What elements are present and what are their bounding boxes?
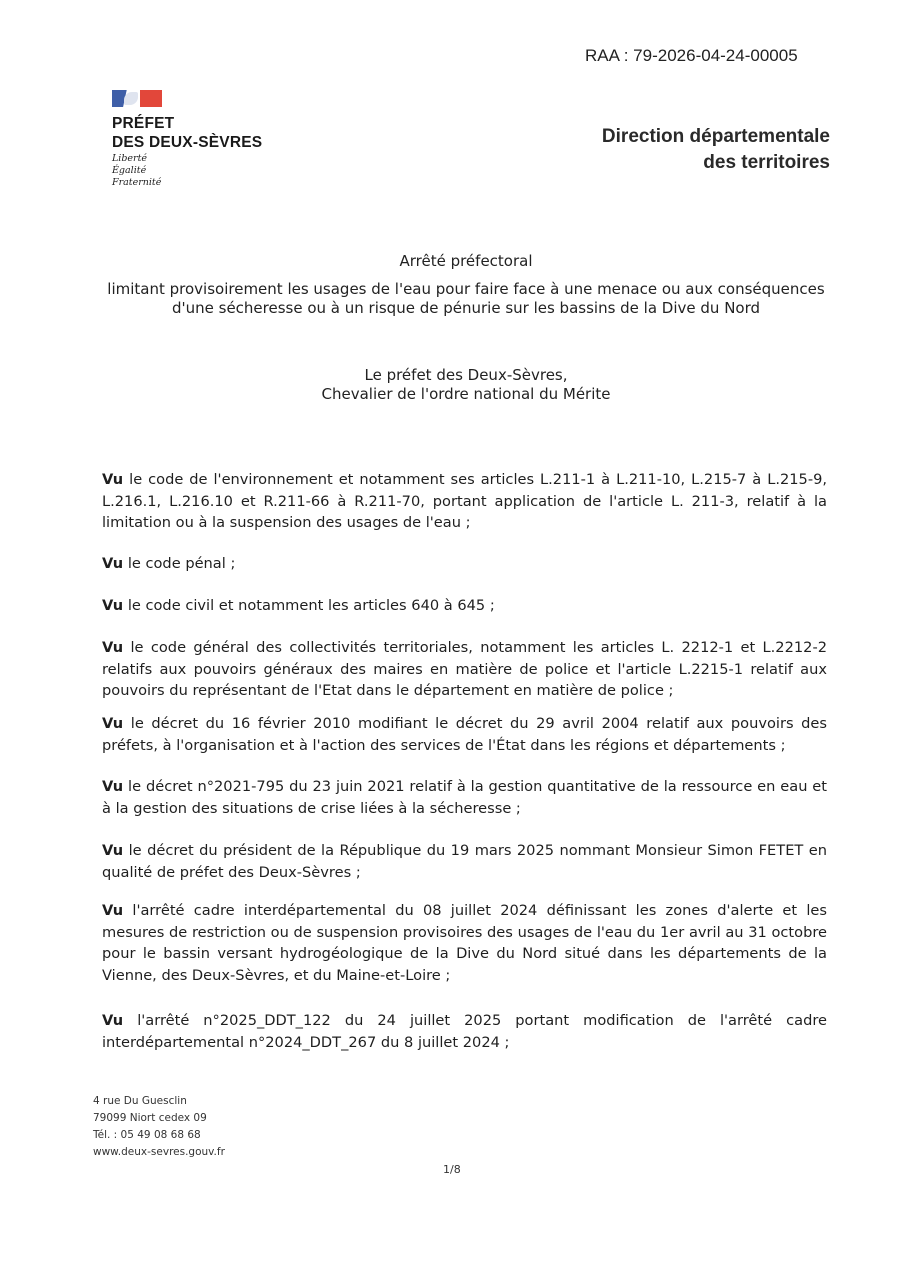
prefect-intro-line1: Le préfet des Deux-Sèvres, [364, 366, 568, 384]
consideration-item [102, 553, 827, 575]
arrete-subtitle-line1: limitant provisoirement les usages de l'eau pour faire face à une menace ou aux conséquences [107, 280, 825, 298]
address-phone: Tél. : 05 49 08 68 68 [93, 1129, 201, 1141]
vu-label: Vu [102, 639, 124, 656]
consideration-item [102, 595, 827, 617]
address-website: www.deux-sevres.gouv.fr [93, 1146, 225, 1158]
motto-fraternite: Fraternité [112, 177, 162, 188]
prefecture-logo [112, 88, 262, 189]
vu-label: Vu [102, 715, 124, 732]
consideration-item [102, 469, 827, 534]
prefect-intro-line2: Chevalier de l'ordre national du Mérite [321, 385, 611, 403]
consideration-text: le décret n°2021-795 du 23 juin 2021 relatif à la gestion quantitative de la ressource en eau et à la gestion des situations de crise liées à la sécheresse ; [102, 778, 828, 817]
consideration-item [102, 776, 827, 819]
consideration-text: le décret du président de la République du 19 mars 2025 nommant Monsieur Simon FETET en qualité de préfet des Deux-Sèvres ; [102, 842, 827, 881]
consideration-item [102, 1010, 827, 1053]
direction-heading [602, 124, 830, 176]
consideration-text: le code de l'environnement et notamment ses articles L.211-1 à L.211-10, L.215-7 à L.215-9, L.216.1, L.216.10 et R.211-66 à R.211-70, portant application de l'article L. 211-3, relatif à la limitation ou à la suspension des usages de l'eau ; [102, 471, 828, 531]
footer-address [93, 1093, 225, 1161]
arrete-title: Arrêté préfectoral [399, 252, 533, 270]
address-city: 79099 Niort cedex 09 [93, 1112, 207, 1124]
republic-motto [112, 153, 262, 189]
consideration-text: l'arrêté n°2025_DDT_122 du 24 juillet 2025 portant modification de l'arrêté cadre interdépartemental n°2024_DDT_267 du 8 juillet 2024 ; [102, 1012, 827, 1051]
consideration-text: le décret du 16 février 2010 modifiant le décret du 29 avril 2004 relatif aux pouvoirs des préfets, à l'organisation et à l'action des services de l'État dans les régions et départements ; [102, 715, 827, 754]
prefecture-name-line1: PRÉFET [112, 115, 175, 132]
vu-label: Vu [102, 778, 124, 795]
vu-label: Vu [102, 842, 124, 859]
arrete-subtitle [90, 280, 842, 318]
prefecture-name [112, 114, 262, 152]
consideration-item [102, 713, 827, 756]
prefect-intro [90, 366, 842, 404]
motto-liberte: Liberté [112, 153, 148, 164]
consideration-text: le code civil et notamment les articles 640 à 645 ; [127, 597, 495, 614]
direction-line2: des territoires [703, 152, 830, 173]
raa-reference: RAA : 79-2026-04-24-00005 [585, 46, 798, 65]
direction-line1: Direction départementale [601, 126, 830, 147]
marianne-flag-icon [112, 88, 162, 108]
consideration-item [102, 840, 827, 883]
vu-label: Vu [102, 1012, 124, 1029]
page-number: 1/8 [443, 1163, 461, 1176]
consideration-item [102, 637, 827, 702]
vu-label: Vu [102, 902, 124, 919]
consideration-item [102, 900, 827, 986]
arrete-subtitle-line2: d'une sécheresse ou à un risque de pénurie sur les bassins de la Dive du Nord [171, 299, 761, 317]
consideration-text: l'arrêté cadre interdépartemental du 08 juillet 2024 définissant les zones d'alerte et les mesures de restriction ou de suspension provisoires des usages de l'eau du 1er avril au 31 octobre pour le bassin versant hydrogéologique de la Dive du Nord situé dans les départements de la Vienne, des Deux-Sèvres, et du Maine-et-Loire ; [102, 902, 828, 984]
consideration-text: le code pénal ; [127, 555, 236, 572]
motto-egalite: Égalité [112, 165, 147, 176]
vu-label: Vu [102, 555, 124, 572]
prefecture-name-line2: DES DEUX-SÈVRES [112, 134, 263, 151]
vu-label: Vu [102, 597, 124, 614]
address-street: 4 rue Du Guesclin [93, 1095, 187, 1107]
vu-label: Vu [102, 471, 124, 488]
consideration-text: le code général des collectivités territoriales, notamment les articles L. 2212-1 et L.2212-2 relatifs aux pouvoirs généraux des maires en matière de police et l'article L.2215-1 relatif aux pouvoirs du représentant de l'Etat dans le département en matière de police ; [102, 639, 827, 699]
